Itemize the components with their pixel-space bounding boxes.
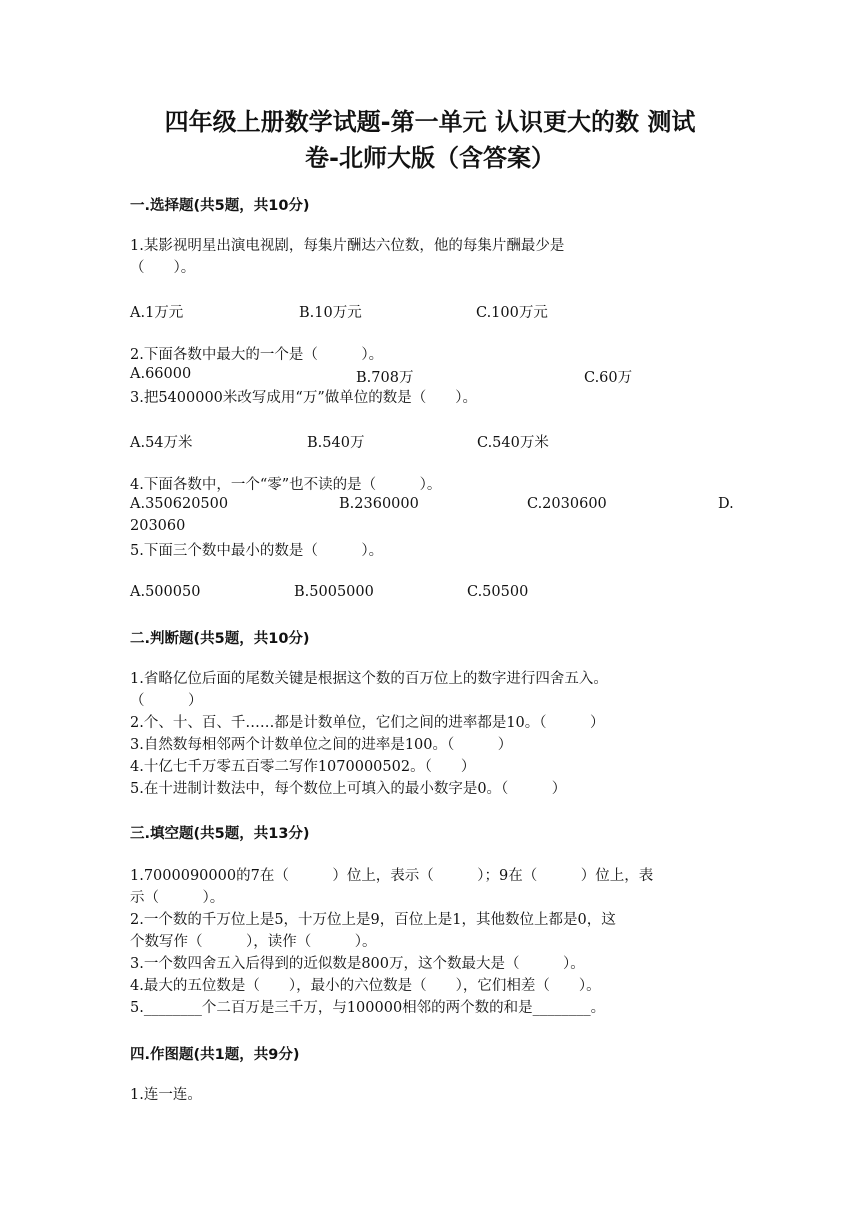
title-line-2: 卷-北师大版（含答案） bbox=[305, 144, 555, 172]
choice-q2-option-c: C.60万 bbox=[584, 370, 633, 386]
title-line-1: 四年级上册数学试题-第一单元 认识更大的数 测试 bbox=[164, 108, 696, 136]
judge-q3-text: 3.自然数每相邻两个计数单位之间的进率是100。（ ） bbox=[130, 737, 513, 753]
choice-q3-option-b: B.540万 bbox=[307, 435, 365, 451]
choice-q4-text: 4.下面各数中，一个“零”也不读的是（ ）。 bbox=[130, 477, 442, 493]
choice-q4-option-a: A.350620500 bbox=[130, 496, 229, 512]
choice-q2-option-a: A.66000 bbox=[130, 366, 192, 382]
choice-q4-option-c: C.2030600 bbox=[527, 496, 607, 512]
judge-q2-text: 2.个、十、百、千……都是计数单位，它们之间的进率都是10。（ ） bbox=[130, 715, 605, 731]
choice-q1-option-b: B.10万元 bbox=[299, 305, 362, 321]
choice-q5-option-a: A.500050 bbox=[130, 584, 201, 600]
choice-q3-option-c: C.540万米 bbox=[477, 435, 549, 451]
judge-q5-text: 5.在十进制计数法中，每个数位上可填入的最小数字是0。（ ） bbox=[130, 781, 567, 797]
choice-q4-option-d-value: 203060 bbox=[130, 518, 186, 534]
fill-q1-text: 1.7000090000的7在（ ）位上，表示（ ）；9在（ ）位上，表 bbox=[130, 868, 654, 884]
section-heading-choice: 一.选择题(共5题，共10分) bbox=[130, 198, 310, 214]
choice-q1-option-a: A.1万元 bbox=[130, 305, 184, 321]
choice-q5-text: 5.下面三个数中最小的数是（ ）。 bbox=[130, 543, 384, 559]
choice-q5-option-b: B.5005000 bbox=[294, 584, 374, 600]
choice-q2-option-b: B.708万 bbox=[356, 370, 414, 386]
choice-q1-option-c: C.100万元 bbox=[476, 305, 548, 321]
judge-q4-text: 4.十亿七千万零五百零二写作1070000502。（ ） bbox=[130, 759, 476, 775]
section-heading-draw: 四.作图题(共1题，共9分) bbox=[130, 1047, 300, 1063]
fill-q4-text: 4.最大的五位数是（ ），最小的六位数是（ ），它们相差（ ）。 bbox=[130, 978, 601, 994]
section-heading-judge: 二.判断题(共5题，共10分) bbox=[130, 631, 310, 647]
choice-q3-option-a: A.54万米 bbox=[130, 435, 193, 451]
fill-q2-text-cont: 个数写作（ ），读作（ ）。 bbox=[130, 934, 377, 950]
choice-q5-option-c: C.50500 bbox=[467, 584, 529, 600]
draw-q1-text: 1.连一连。 bbox=[130, 1087, 202, 1103]
page-title bbox=[120, 104, 740, 176]
choice-q2-text: 2.下面各数中最大的一个是（ ）。 bbox=[130, 347, 384, 363]
choice-q4-option-d: D. bbox=[718, 496, 734, 512]
choice-q1-text: 1.某影视明星出演电视剧，每集片酬达六位数，他的每集片酬最少是 bbox=[130, 238, 565, 254]
choice-q3-text: 3.把5400000米改写成用“万”做单位的数是（ ）。 bbox=[130, 390, 477, 406]
judge-q1-text-cont: （ ） bbox=[130, 693, 203, 709]
fill-q3-text: 3.一个数四舍五入后得到的近似数是800万，这个数最大是（ ）。 bbox=[130, 956, 585, 972]
section-heading-fill: 三.填空题(共5题，共13分) bbox=[130, 826, 310, 842]
fill-q1-text-cont: 示（ ）。 bbox=[130, 890, 225, 906]
choice-q4-option-b: B.2360000 bbox=[339, 496, 419, 512]
fill-q5-text: 5.________个二百万是三千万，与100000相邻的两个数的和是________。 bbox=[130, 1000, 606, 1016]
choice-q1-text-cont: （ ）。 bbox=[130, 260, 196, 276]
fill-q2-text: 2.一个数的千万位上是5，十万位上是9，百位上是1，其他数位上都是0，这 bbox=[130, 912, 616, 928]
judge-q1-text: 1.省略亿位后面的尾数关键是根据这个数的百万位上的数字进行四舍五入。 bbox=[130, 671, 608, 687]
